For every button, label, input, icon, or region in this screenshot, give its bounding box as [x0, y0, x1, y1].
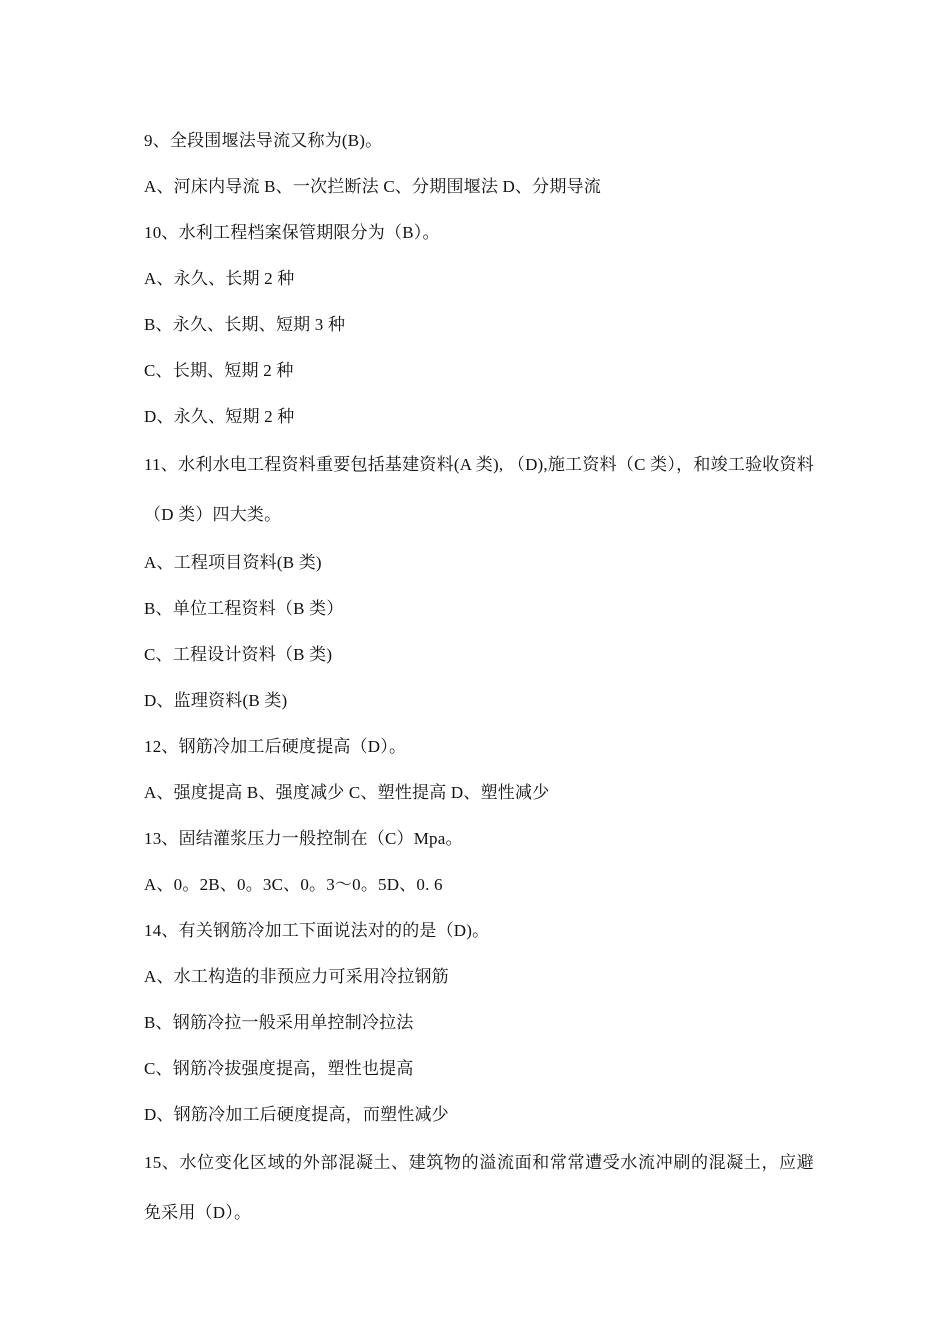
question-11: 11、水利水电工程资料重要包括基建资料(A 类), （D),施工资料（C 类），和竣工验收资料（D 类）四大类。 — [144, 455, 814, 524]
question-14-option-c: C、钢筋冷拔强度提高，塑性也提高 — [144, 1059, 414, 1078]
question-13-options: A、0。2B、0。3C、0。3～0。5D、0. 6 — [144, 875, 443, 894]
question-10-option-d: D、永久、短期 2 种 — [144, 407, 295, 426]
question-10: 10、水利工程档案保管期限分为（B）。 — [144, 223, 440, 242]
question-11-option-c: C、工程设计资料（B 类) — [144, 645, 333, 664]
question-13: 13、固结灌浆压力一般控制在（C）Mpa。 — [144, 829, 463, 848]
question-10-option-a: A、永久、长期 2 种 — [144, 269, 295, 288]
question-12: 12、钢筋冷加工后硬度提高（D）。 — [144, 737, 407, 756]
question-14-option-d: D、钢筋冷加工后硬度提高，而塑性减少 — [144, 1105, 449, 1124]
question-11-option-a: A、工程项目资料(B 类) — [144, 553, 322, 572]
document-body — [144, 118, 814, 1238]
question-15: 15、水位变化区域的外部混凝土、建筑物的溢流面和常常遭受水流冲刷的混凝土，应避免采用（D）。 — [144, 1153, 814, 1222]
question-12-options: A、强度提高 B、强度减少 C、塑性提高 D、塑性减少 — [144, 783, 550, 802]
question-11-option-d: D、监理资料(B 类) — [144, 691, 288, 710]
question-9-options: A、河床内导流 B、一次拦断法 C、分期围堰法 D、分期导流 — [144, 177, 601, 196]
question-10-option-b: B、永久、长期、短期 3 种 — [144, 315, 346, 334]
question-14: 14、有关钢筋冷加工下面说法对的的是（D)。 — [144, 921, 490, 940]
question-9: 9、全段围堰法导流又称为(B)。 — [144, 131, 383, 150]
question-14-option-b: B、钢筋冷拉一般采用单控制冷拉法 — [144, 1013, 414, 1032]
question-10-option-c: C、长期、短期 2 种 — [144, 361, 294, 380]
question-11-option-b: B、单位工程资料（B 类） — [144, 599, 344, 618]
question-14-option-a: A、水工构造的非预应力可采用冷拉钢筋 — [144, 967, 449, 986]
